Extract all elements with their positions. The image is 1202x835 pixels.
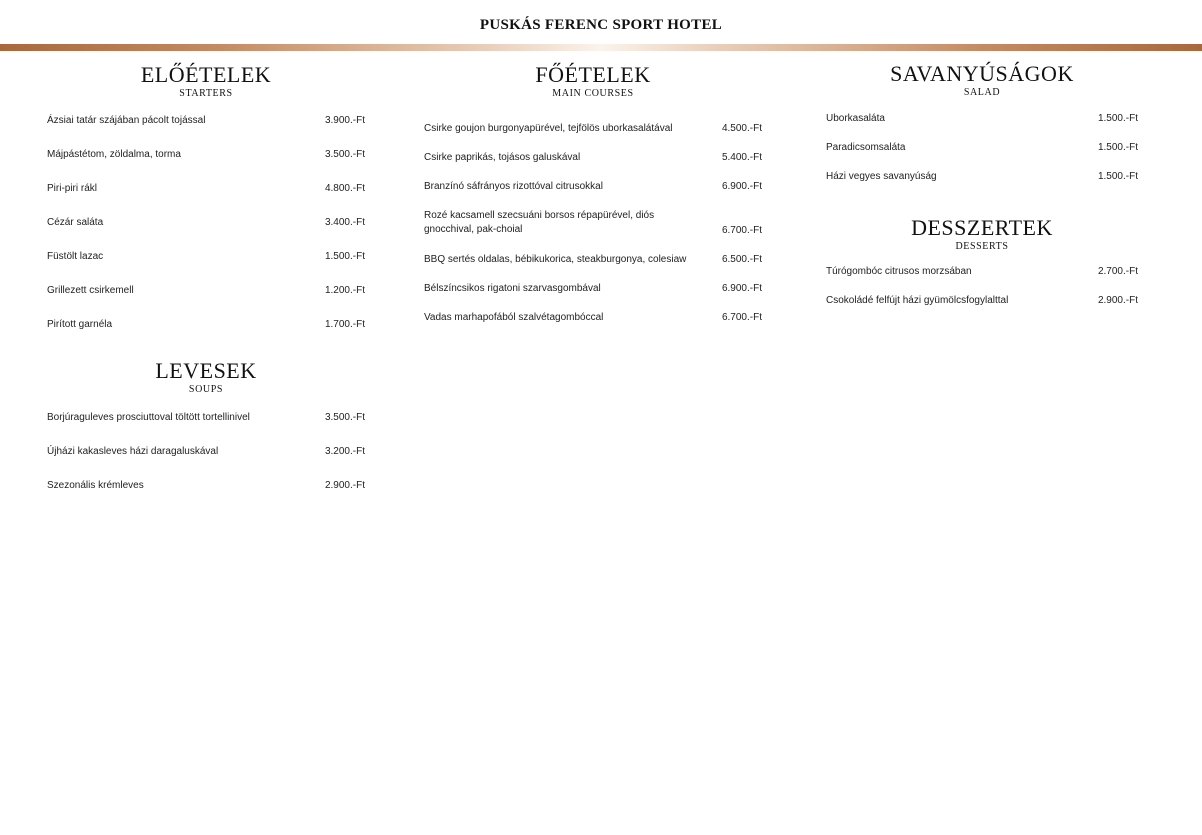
soups-subtitle: SOUPS [188, 384, 224, 395]
starters-subtitle: STARTERS [179, 88, 233, 99]
item-price: 2.700.-Ft [1097, 266, 1138, 277]
item-price: 2.900.-Ft [1097, 295, 1138, 306]
item-price: 4.800.-Ft [324, 183, 365, 194]
item-price: 1.500.-Ft [1097, 142, 1138, 153]
item-name: Füstölt lazac [47, 251, 104, 262]
starters-title: ELŐÉTELEK [140, 62, 272, 87]
desserts-subtitle: DESSERTS [955, 241, 1009, 252]
item-name: Csokoládé felfújt házi gyümölcsfogylalttal [826, 295, 1009, 306]
item-name: Túrógombóc citrusos morzsában [826, 266, 972, 277]
menu-item [424, 282, 762, 311]
item-price: 2.900.-Ft [324, 480, 365, 491]
hotel-title: PUSKÁS FERENC SPORT HOTEL [479, 17, 723, 33]
mains-list [424, 122, 762, 340]
item-name: Grillezett csirkemell [47, 285, 134, 296]
item-price: 3.200.-Ft [324, 446, 365, 457]
column-left [47, 64, 365, 513]
starters-header [47, 64, 365, 100]
item-name: Újházi kakasleves házi daragaluskával [47, 446, 219, 457]
item-name: Rozé kacsamell szecsuáni borsos répapürével, diós gnocchival, pak-choial [424, 210, 655, 235]
salads-title: SAVANYÚSÁGOK [890, 61, 1074, 86]
item-price: 1.200.-Ft [324, 285, 365, 296]
item-price: 4.500.-Ft [721, 123, 762, 134]
menu-item [424, 253, 762, 282]
menu-item [826, 141, 1138, 170]
salads-header [826, 63, 1138, 99]
menu-item [826, 170, 1138, 199]
item-price: 6.900.-Ft [721, 181, 762, 192]
item-name: Csirke paprikás, tojásos galuskával [424, 152, 581, 163]
desserts-header [826, 217, 1138, 253]
menu-item [47, 284, 365, 318]
item-name: Piri-piri rákl [47, 183, 97, 194]
menu-item [424, 122, 762, 151]
menu-item [47, 148, 365, 182]
menu-item [47, 182, 365, 216]
column-middle [424, 64, 762, 340]
menu-item [47, 479, 365, 513]
menu-item [826, 265, 1138, 294]
item-price: 6.700.-Ft [721, 312, 762, 323]
column-right [826, 63, 1138, 323]
soups-header [47, 360, 365, 396]
item-price: 6.500.-Ft [721, 254, 762, 265]
item-name: Ázsiai tatár szájában pácolt tojással [47, 115, 206, 126]
menu-item [47, 114, 365, 148]
item-price: 1.700.-Ft [324, 319, 365, 330]
menu-item [826, 294, 1138, 323]
item-name: Borjúraguleves prosciuttoval töltött tortellinivel [47, 412, 250, 423]
item-name: Szezonális krémleves [47, 480, 144, 491]
item-name: BBQ sertés oldalas, bébikukorica, steakburgonya, colesiaw [424, 254, 687, 265]
menu-item [47, 445, 365, 479]
mains-header [424, 64, 762, 100]
salads-subtitle: SALAD [963, 87, 1001, 98]
item-name: Uborkasaláta [826, 113, 885, 124]
item-name: Cézár saláta [47, 217, 104, 228]
desserts-list [826, 265, 1138, 323]
menu-item [424, 180, 762, 209]
menu-item [47, 411, 365, 445]
item-price: 5.400.-Ft [721, 152, 762, 163]
item-name: Pirított garnéla [47, 319, 113, 330]
menu-item [424, 151, 762, 180]
item-price: 3.400.-Ft [324, 217, 365, 228]
menu-item [826, 112, 1138, 141]
menu-item [424, 209, 762, 253]
header-divider [0, 44, 1202, 51]
starters-list [47, 114, 365, 352]
mains-subtitle: MAIN COURSES [552, 88, 634, 99]
item-name: Paradicsomsaláta [826, 142, 906, 153]
soups-list [47, 411, 365, 513]
item-price: 3.900.-Ft [324, 115, 365, 126]
menu-item [47, 318, 365, 352]
desserts-title: DESSZERTEK [911, 215, 1053, 240]
mains-title: FŐÉTELEK [535, 62, 651, 87]
item-price: 3.500.-Ft [324, 149, 365, 160]
item-price: 1.500.-Ft [1097, 171, 1138, 182]
item-name: Bélszíncsikos rigatoni szarvasgombával [424, 283, 601, 294]
item-price: 3.500.-Ft [324, 412, 365, 423]
soups-title: LEVESEK [155, 358, 257, 383]
salads-list [826, 112, 1138, 199]
item-name: Branzínó sáfrányos rizottóval citrusokkal [424, 181, 603, 192]
item-name: Májpástétom, zöldalma, torma [47, 149, 181, 160]
item-price: 1.500.-Ft [324, 251, 365, 262]
menu-item [47, 250, 365, 284]
menu-item [424, 311, 762, 340]
item-price: 1.500.-Ft [1097, 113, 1138, 124]
item-name: Csirke goujon burgonyapürével, tejfölös uborkasalátával [424, 123, 673, 134]
menu-item [47, 216, 365, 250]
item-name: Házi vegyes savanyúság [826, 171, 937, 182]
item-name: Vadas marhapofából szalvétagombóccal [424, 312, 604, 323]
item-price: 6.700.-Ft [721, 225, 762, 236]
item-price: 6.900.-Ft [721, 283, 762, 294]
